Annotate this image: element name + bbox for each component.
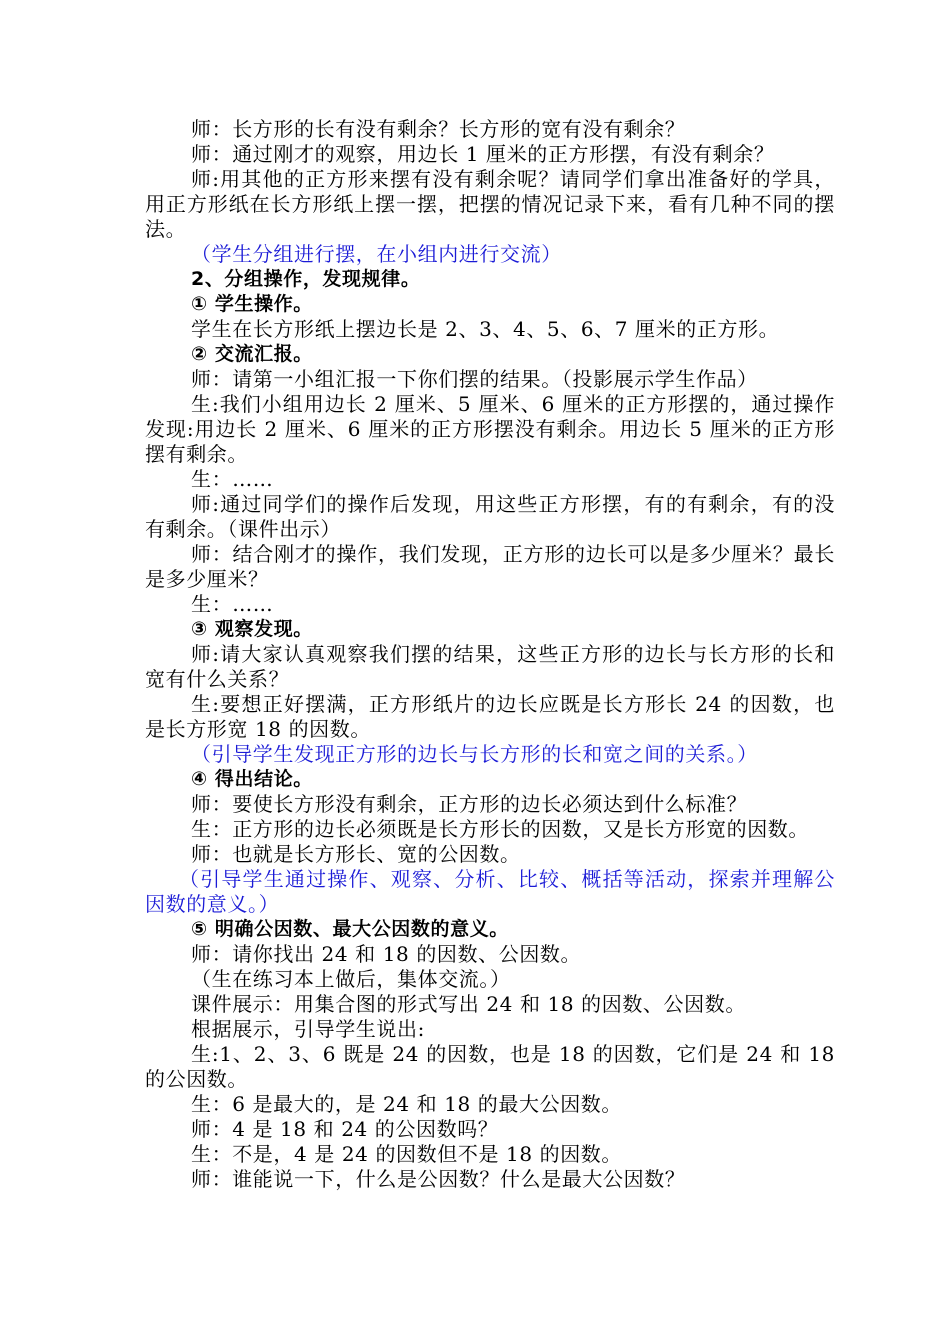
paragraph: 生：不是，4 是 24 的因数但不是 18 的因数。 (191, 1142, 623, 1166)
paragraph: 生：正方形的边长必须既是长方形长的因数，又是长方形宽的因数。 (191, 817, 809, 841)
subsection-heading: ② 交流汇报。 (191, 343, 313, 365)
paragraph: 师：要使长方形没有剩余，正方形的边长必须达到什么标准？ (191, 792, 748, 816)
paragraph: 根据展示，引导学生说出: (191, 1017, 425, 1041)
paragraph: 生:要想正好摆满，正方形纸片的边长应既是长方形长 24 的因数，也是长方形宽 18 的因数。 (145, 692, 835, 741)
teaching-note: （引导学生发现正方形的边长与长方形的长和宽之间的关系。） (191, 742, 758, 766)
subsection-heading: ④ 得出结论。 (191, 768, 313, 790)
paragraph: 学生在长方形纸上摆边长是 2、3、4、5、6、7 厘米的正方形。 (191, 317, 780, 341)
paragraph: 课件展示：用集合图的形式写出 24 和 18 的因数、公因数。 (191, 992, 746, 1016)
subsection-heading: ③ 观察发现。 (191, 618, 313, 640)
paragraph: 师：请你找出 24 和 18 的因数、公因数。 (191, 942, 582, 966)
paragraph: 师：长方形的长有没有剩余？长方形的宽有没有剩余？ (191, 117, 686, 141)
paragraph: 师:请大家认真观察我们摆的结果，这些正方形的边长与长方形的长和宽有什么关系？ (145, 642, 835, 691)
document-page (145, 117, 835, 1192)
paragraph: 生：…… (191, 467, 274, 491)
paragraph: 生：6 是最大的，是 24 和 18 的最大公因数。 (191, 1092, 623, 1116)
paragraph: （生在练习本上做后，集体交流。） (191, 967, 511, 991)
subsection-heading: ① 学生操作。 (191, 293, 313, 315)
paragraph: 生:1、2、3、6 既是 24 的因数，也是 18 的因数，它们是 24 和 18 的公因数。 (145, 1042, 835, 1091)
paragraph: 师：4 是 18 和 24 的公因数吗？ (191, 1117, 499, 1141)
paragraph: 生：…… (191, 592, 274, 616)
teaching-note: （引导学生通过操作、观察、分析、比较、概括等活动，探索并理解公因数的意义。） (145, 867, 835, 916)
paragraph: 师：通过刚才的观察，用边长 1 厘米的正方形摆，有没有剩余？ (191, 142, 775, 166)
paragraph: 师：结合刚才的操作，我们发现，正方形的边长可以是多少厘米？最长是多少厘米？ (145, 542, 835, 591)
paragraph: 师:通过同学们的操作后发现，用这些正方形摆，有的有剩余，有的没有剩余。（课件出示） (145, 492, 835, 541)
paragraph: 师：也就是长方形长、宽的公因数。 (191, 842, 521, 866)
section-heading: 2、分组操作，发现规律。 (191, 268, 421, 290)
paragraph: 生:我们小组用边长 2 厘米、5 厘米、6 厘米的正方形摆的，通过操作发现:用边长 2 厘米、6 厘米的正方形摆没有剩余。用边长 5 厘米的正方形摆有剩余。 (145, 392, 835, 466)
paragraph: 师：谁能说一下，什么是公因数？什么是最大公因数？ (191, 1167, 686, 1191)
paragraph: 师:用其他的正方形来摆有没有剩余呢？请同学们拿出准备好的学具，用正方形纸在长方形纸上摆一摆，把摆的情况记录下来，看有几种不同的摆法。 (145, 167, 835, 241)
paragraph: 师：请第一小组汇报一下你们摆的结果。（投影展示学生作品） (191, 367, 758, 391)
teaching-note: （学生分组进行摆，在小组内进行交流） (191, 242, 562, 266)
subsection-heading: ⑤ 明确公因数、最大公因数的意义。 (191, 918, 509, 940)
